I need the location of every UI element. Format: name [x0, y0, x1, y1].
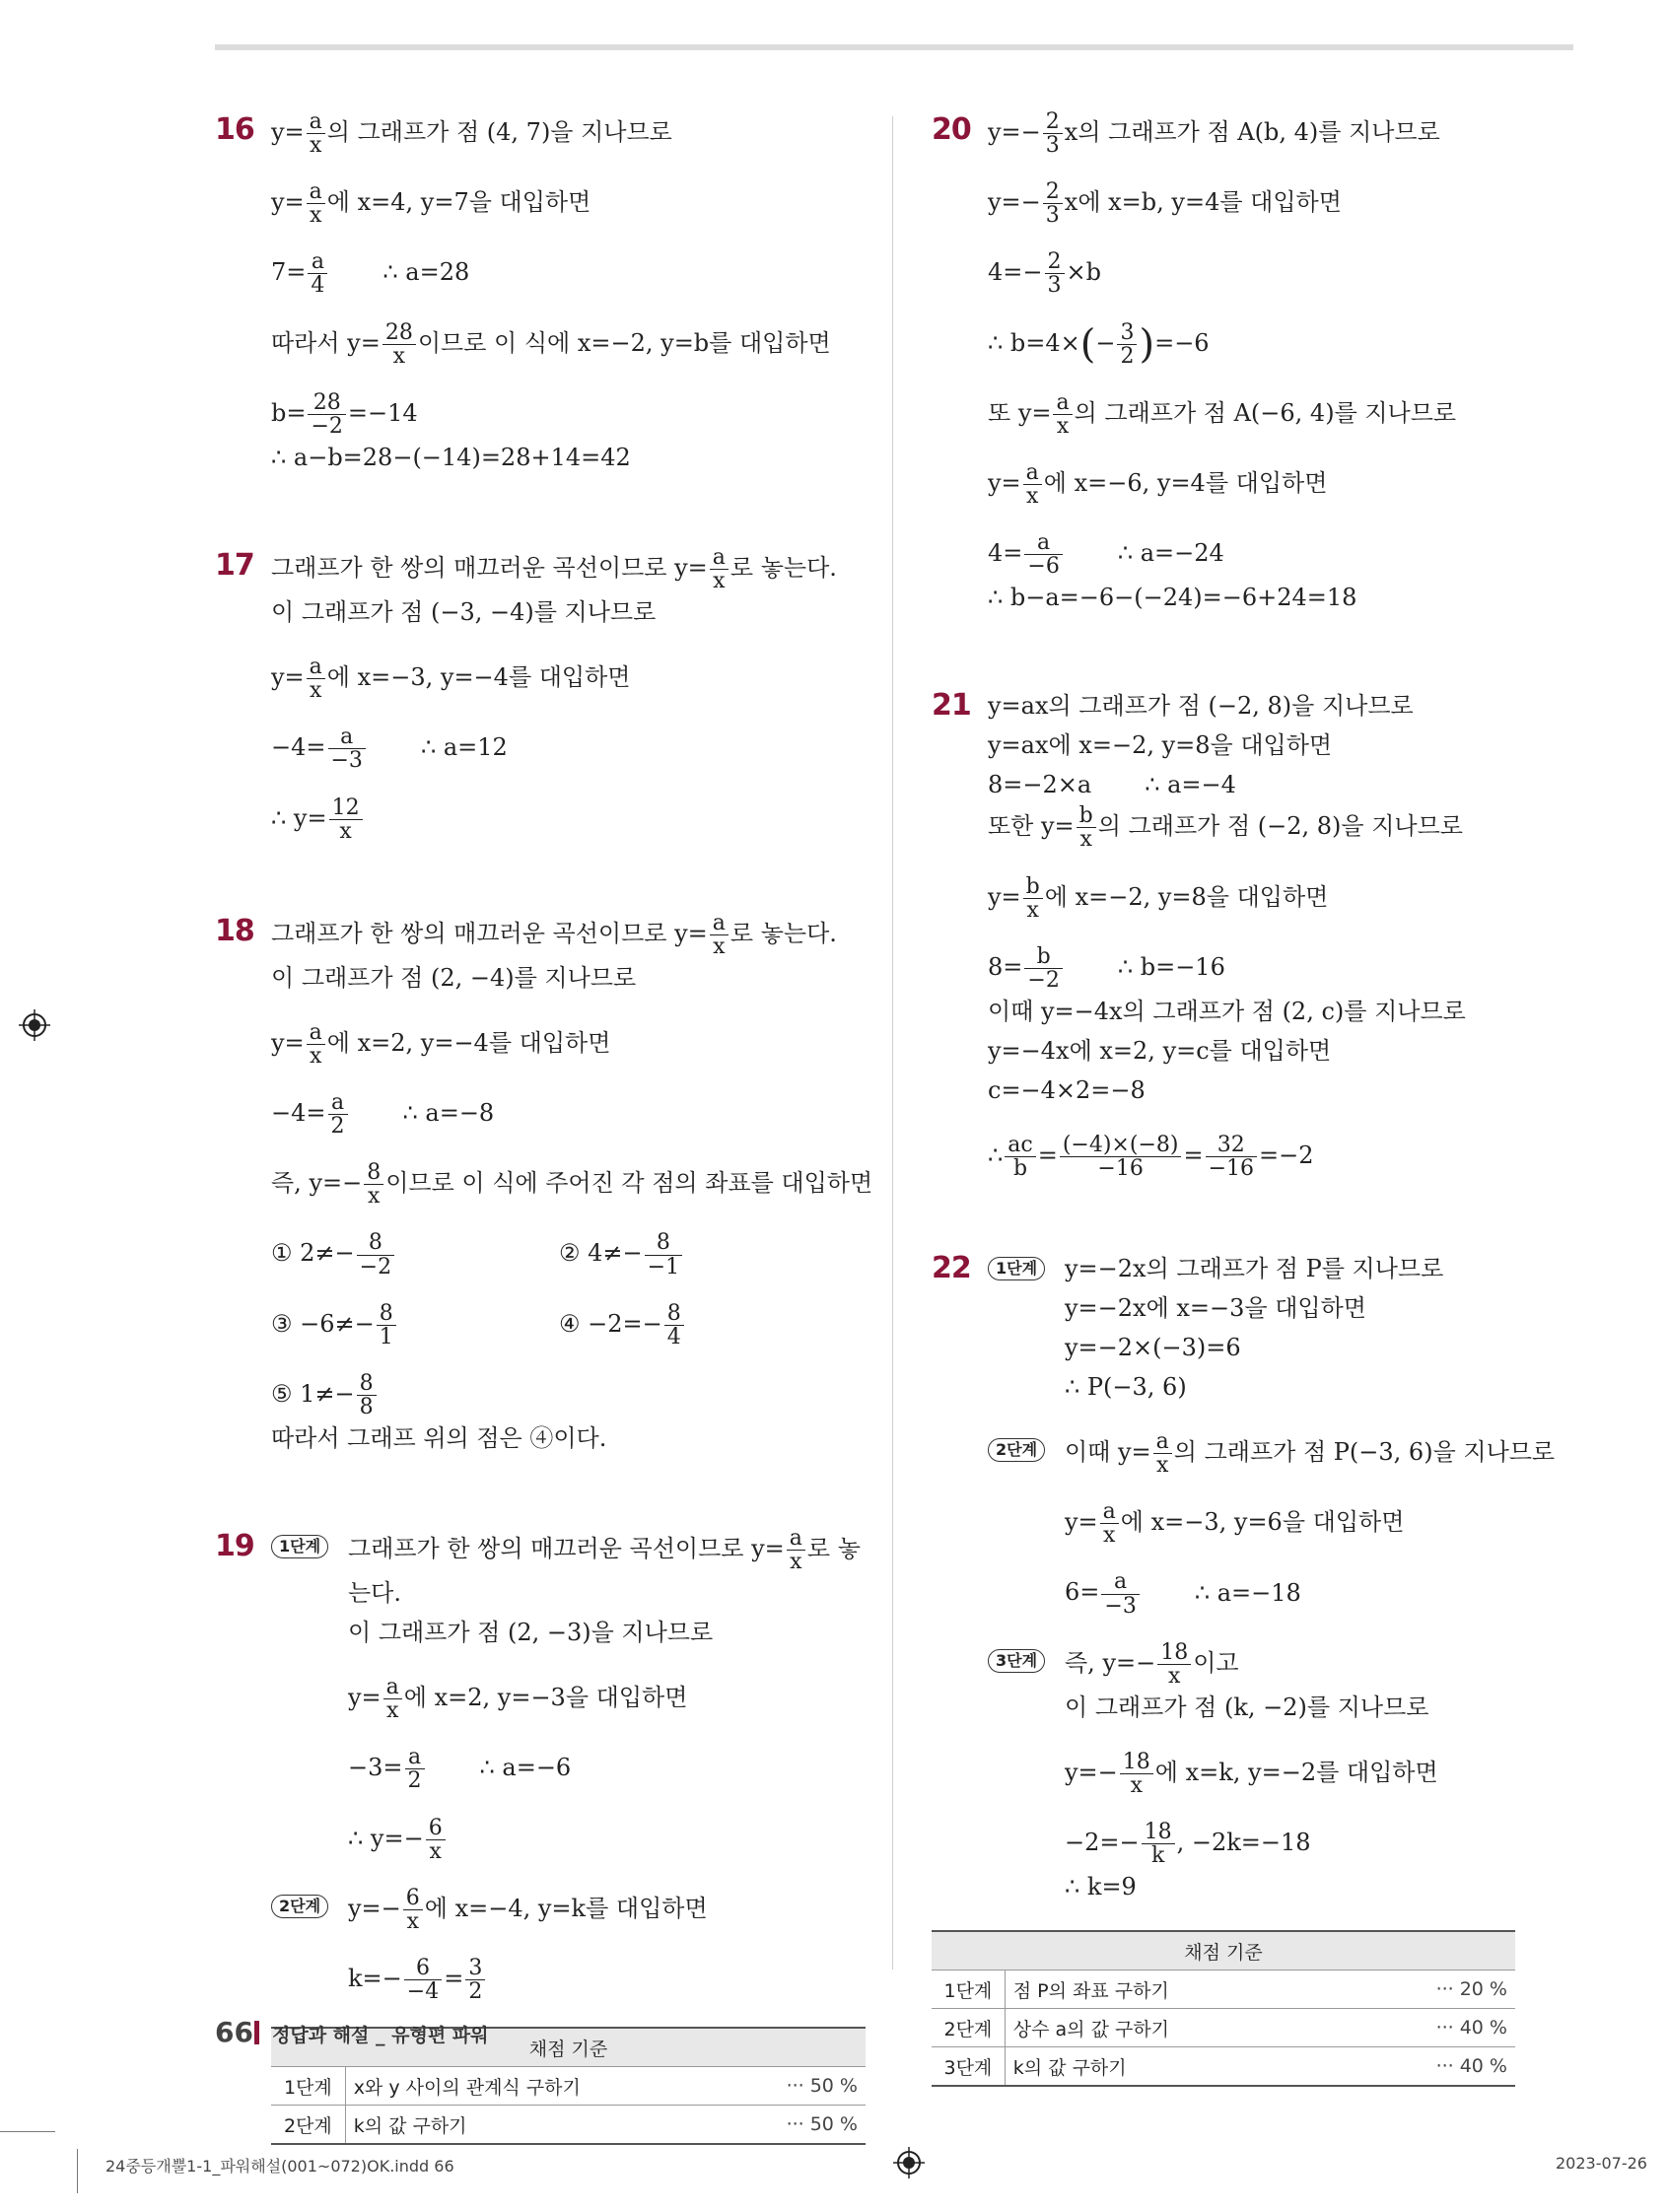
choice-1: ① 2≠− $\frac{8}{-2}$	[271, 1231, 559, 1278]
top-rule	[215, 44, 1573, 50]
p18-line-2: 이 그래프가 점 (2, −4)를 지나므로	[271, 963, 637, 992]
p20-line-3: 4=− $\frac{2}{3}$ ×b	[988, 249, 1101, 299]
crop-mark	[0, 2131, 55, 2132]
p22-b3: 6= $\frac{a}{-3}$ ∴ a=−18	[1065, 1569, 1301, 1619]
date-slug: 2023-07-26	[1556, 2154, 1647, 2173]
step-badge: 1단계	[271, 1535, 328, 1558]
registration-mark-icon	[893, 2147, 925, 2178]
p20-line-4: ∴ b=4×(− $\frac{3}{2}$ )=−6	[988, 319, 1210, 369]
table-row: 1단계 점 P의 좌표 구하기 ··· 20 %	[932, 1970, 1515, 2009]
footer-accent-bar	[254, 2021, 259, 2044]
p20-line-6: y= $\frac{a}{x}$ 에 x=−6, y=4를 대입하면	[988, 459, 1328, 510]
p22-scoring-table	[932, 1930, 1515, 2087]
p19-s4: −3= $\frac{a}{2}$ ∴ a=−6	[348, 1745, 572, 1794]
choice-4: ④ −2=− $\frac{8}{4}$	[559, 1302, 847, 1348]
problem-17	[215, 546, 866, 843]
p17-line-4: −4= $\frac{a}{-3}$ ∴ a=12	[271, 725, 508, 774]
p22-step-2	[988, 1430, 1574, 1618]
p22-c4: −2=− $\frac{18}{k}$ , −2k=−18	[1065, 1820, 1311, 1869]
p22-b1: 이때 y= $\frac{a}{x}$ 의 그래프가 점 P(−3, 6)을 지나므로	[1065, 1429, 1556, 1479]
p16-line-2: y= $\frac{a}{x}$ 에 x=4, y=7을 대입하면	[271, 179, 591, 229]
p19-s2: 이 그래프가 점 (2, −3)을 지나므로	[348, 1619, 714, 1647]
p20-line-8: ∴ b−a=−6−(−24)=−6+24=18	[988, 584, 1357, 612]
p21-line-3: 8=−2×a ∴ a=−4	[988, 771, 1236, 799]
table-row: 3단계 k의 값 구하기 ··· 40 %	[932, 2047, 1515, 2087]
footer-title: 정답과 해설 _ 유형편 파워	[272, 2025, 489, 2046]
problem-number: 21	[932, 688, 971, 724]
p22-step-3	[988, 1641, 1574, 1907]
p20-line-7: 4= $\frac{a}{-6}$ ∴ a=−24	[988, 530, 1224, 580]
page-number: 66	[215, 2016, 253, 2048]
choice-3: ③ −6≠− $\frac{8}{1}$	[271, 1302, 559, 1348]
p19-s1b: 는다.	[348, 1579, 401, 1608]
p22-a1: y=−2x의 그래프가 점 P를 지나므로	[1065, 1255, 1444, 1283]
problem-number: 16	[215, 112, 254, 147]
p22-c2: 이 그래프가 점 (k, −2)를 지나므로	[1065, 1693, 1429, 1721]
left-column	[215, 109, 873, 2145]
p22-c1: 즉, y=− $\frac{18}{x}$ 이고	[1065, 1639, 1239, 1689]
p16-line-4: 따라서 y= $\frac{28}{x}$ 이므로 이 식에 x=−2, y=b를 대입하면	[271, 319, 831, 369]
p21-line-1: y=ax의 그래프가 점 (−2, 8)을 지나므로	[988, 692, 1414, 721]
p20-line-2: y=− $\frac{2}{3}$ x에 x=b, y=4를 대입하면	[988, 179, 1342, 229]
p17-line-3: y= $\frac{a}{x}$ 에 x=−3, y=−4를 대입하면	[271, 655, 631, 704]
table-row: 2단계 k의 값 구하기 ··· 50 %	[271, 2106, 866, 2145]
problem-number: 20	[932, 112, 971, 147]
p16-line-5: b= $\frac{28}{-2}$ =−14	[271, 389, 418, 439]
p21-line-5: y= $\frac{b}{x}$ 에 x=−2, y=8을 대입하면	[988, 873, 1329, 923]
problem-16	[215, 110, 866, 477]
p17-line-1: 그래프가 한 쌍의 매끄러운 곡선이므로 y= $\frac{a}{x}$ 로 놓는다.	[271, 544, 837, 594]
p19-step-2	[271, 1887, 866, 2003]
problem-number: 19	[215, 1529, 254, 1563]
p22-c5: ∴ k=9	[1065, 1873, 1137, 1901]
p19-t2: k=− $\frac{6}{-4}$ = $\frac{3}{2}$	[348, 1957, 866, 2003]
p18-line-1: 그래프가 한 쌍의 매끄러운 곡선이므로 y= $\frac{a}{x}$ 로 놓는다.	[271, 910, 837, 959]
registration-mark-icon	[19, 1009, 50, 1041]
p22-step-1	[988, 1249, 1574, 1407]
p21-line-4: 또한 y= $\frac{b}{x}$ 의 그래프가 점 (−2, 8)을 지나므로	[988, 803, 1463, 853]
p18-line-5: 즉, y=− $\frac{8}{x}$ 이므로 이 식에 주어진 각 점의 좌표를 대입하면	[271, 1160, 873, 1210]
table-row: 2단계 상수 a의 값 구하기 ··· 40 %	[932, 2009, 1515, 2047]
problem-number: 17	[215, 547, 254, 583]
p16-line-1: y= $\frac{a}{x}$ 의 그래프가 점 (4, 7)을 지나므로	[271, 109, 672, 159]
p22-c3: y=− $\frac{18}{x}$ 에 x=k, y=−2를 대입하면	[1065, 1749, 1438, 1798]
p19-s1: 그래프가 한 쌍의 매끄러운 곡선이므로 y= $\frac{a}{x}$ 로 놓	[348, 1526, 861, 1575]
p21-line-8: y=−4x에 x=2, y=c를 대입하면	[988, 1036, 1332, 1065]
step-badge: 1단계	[988, 1257, 1045, 1280]
p17-line-2: 이 그래프가 점 (−3, −4)를 지나므로	[271, 598, 657, 627]
choice-2: ② 4≠− $\frac{8}{-1}$	[559, 1231, 847, 1278]
p19-s5: ∴ y=− $\frac{6}{x}$	[348, 1817, 866, 1863]
p18-line-6: 따라서 그래프 위의 점은 ④이다.	[271, 1424, 607, 1452]
p16-line-3: 7= $\frac{a}{4}$ ∴ a=28	[271, 249, 470, 299]
problem-21	[932, 686, 1574, 1180]
p21-line-9: c=−4×2=−8	[988, 1075, 1146, 1104]
p18-choices-2	[271, 1302, 866, 1348]
file-slug: 24중등개뿔1-1_파워해설(001~072)OK.indd 66	[105, 2157, 454, 2176]
p19-step-1	[271, 1527, 866, 1863]
step-badge: 3단계	[988, 1649, 1045, 1673]
problem-22	[932, 1249, 1574, 2087]
p22-a2: y=−2x에 x=−3을 대입하면	[1065, 1294, 1366, 1323]
problem-20	[932, 110, 1574, 617]
p21-line-10: ∴ $\frac{ac}{b}$ = $\frac{(-4)\times(-8)}{-16}$ = $\frac{32}{-16}$ =−2	[988, 1132, 1314, 1181]
choice-5: ⑤ 1≠− $\frac{8}{8}$	[271, 1372, 866, 1418]
step-badge: 2단계	[271, 1895, 328, 1918]
p19-t1: y=− $\frac{6}{x}$ 에 x=−4, y=k를 대입하면	[348, 1885, 708, 1934]
step-badge: 2단계	[988, 1438, 1045, 1462]
table-row: 1단계 x와 y 사이의 관계식 구하기 ··· 50 %	[271, 2067, 866, 2106]
column-divider	[892, 116, 893, 1970]
p18-line-4: −4= $\frac{a}{2}$ ∴ a=−8	[271, 1090, 495, 1140]
crop-mark	[77, 2149, 78, 2193]
p22-a4: ∴ P(−3, 6)	[1065, 1373, 1187, 1402]
p20-line-1: y=− $\frac{2}{3}$ x의 그래프가 점 A(b, 4)를 지나므로	[988, 109, 1440, 159]
problem-number: 18	[215, 913, 254, 948]
problem-number: 22	[932, 1251, 971, 1286]
p18-choices	[271, 1231, 866, 1278]
p17-line-5: ∴ y= $\frac{12}{x}$	[271, 796, 866, 843]
right-column	[932, 110, 1574, 2087]
p18-line-3: y= $\frac{a}{x}$ 에 x=2, y=−4를 대입하면	[271, 1019, 611, 1069]
table-header: 채점 기준	[932, 1931, 1515, 1970]
p16-line-6: ∴ a−b=28−(−14)=28+14=42	[271, 443, 631, 471]
p21-line-7: 이때 y=−4x의 그래프가 점 (2, c)를 지나므로	[988, 997, 1466, 1025]
p22-b2: y= $\frac{a}{x}$ 에 x=−3, y=6을 대입하면	[1065, 1499, 1405, 1549]
table-header: 채점 기준	[271, 2028, 866, 2067]
problem-19	[215, 1527, 866, 2145]
p21-line-2: y=ax에 x=−2, y=8을 대입하면	[988, 731, 1333, 760]
p21-line-6: 8= $\frac{b}{-2}$ ∴ b=−16	[988, 943, 1225, 993]
p20-line-5: 또 y= $\frac{a}{x}$ 의 그래프가 점 A(−6, 4)를 지나므로	[988, 389, 1457, 439]
problem-18	[215, 910, 873, 1458]
p22-a3: y=−2×(−3)=6	[1065, 1334, 1241, 1362]
p19-s3: y= $\frac{a}{x}$ 에 x=2, y=−3을 대입하면	[348, 1675, 688, 1724]
